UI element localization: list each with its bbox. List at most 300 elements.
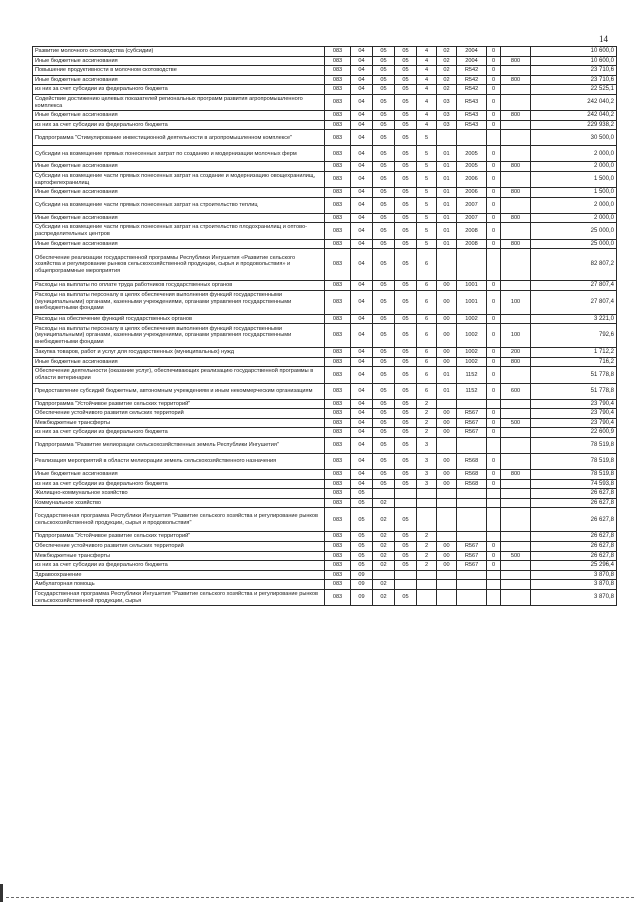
row-code-direction: 2005 xyxy=(457,162,487,172)
row-code-section: 09 xyxy=(351,589,373,605)
row-code-subsection: 02 xyxy=(373,580,395,590)
row-code-section: 04 xyxy=(351,162,373,172)
row-code-subsection: 05 xyxy=(373,249,395,281)
row-code-event: 01 xyxy=(437,367,457,383)
row-name: Иные бюджетные ассигнования xyxy=(33,188,325,198)
row-code-subsection: 05 xyxy=(373,94,395,110)
row-code-admin: 083 xyxy=(325,188,351,198)
row-name: Повышение продуктивности в молочном скотоводстве xyxy=(33,66,325,76)
row-code-subprogram: 2 xyxy=(417,532,437,542)
row-code-expense: 800 xyxy=(501,357,531,367)
row-code-expense: 800 xyxy=(501,188,531,198)
row-code-extra: 0 xyxy=(487,479,501,489)
row-code-admin: 083 xyxy=(325,508,351,532)
row-name: Межбюджетные трансферты xyxy=(33,418,325,428)
row-code-section: 05 xyxy=(351,489,373,499)
row-amount: 25 000,0 xyxy=(531,239,617,249)
row-code-event xyxy=(437,130,457,146)
table-body xyxy=(33,47,617,606)
row-code-subprogram: 6 xyxy=(417,281,437,291)
row-code-subsection: 02 xyxy=(373,532,395,542)
row-code-subprogram: 4 xyxy=(417,56,437,66)
row-name: Иные бюджетные ассигнования xyxy=(33,75,325,85)
row-code-extra: 0 xyxy=(487,383,501,399)
row-code-admin: 083 xyxy=(325,66,351,76)
row-name: из них за счет субсидии из федерального бюджета xyxy=(33,561,325,571)
row-code-admin: 083 xyxy=(325,223,351,239)
table-row xyxy=(33,281,617,291)
row-code-subsection: 05 xyxy=(373,47,395,57)
row-name: Иные бюджетные ассигнования xyxy=(33,213,325,223)
row-code-extra xyxy=(487,570,501,580)
row-code-program: 05 xyxy=(395,85,417,95)
row-code-direction: R543 xyxy=(457,111,487,121)
row-code-program: 05 xyxy=(395,197,417,213)
row-amount: 26 627,8 xyxy=(531,498,617,508)
row-code-subprogram: 4 xyxy=(417,94,437,110)
row-name: Иные бюджетные ассигнования xyxy=(33,162,325,172)
row-code-event: 00 xyxy=(437,561,457,571)
row-code-admin: 083 xyxy=(325,357,351,367)
row-name: Подпрограмма "Устойчивое развитие сельских территорий" xyxy=(33,532,325,542)
row-code-subsection: 05 xyxy=(373,120,395,130)
row-code-program: 05 xyxy=(395,281,417,291)
row-code-extra xyxy=(487,580,501,590)
row-code-subsection: 02 xyxy=(373,498,395,508)
row-code-admin: 083 xyxy=(325,213,351,223)
table-row xyxy=(33,383,617,399)
row-code-expense xyxy=(501,367,531,383)
row-code-subsection: 05 xyxy=(373,418,395,428)
row-amount: 51 778,8 xyxy=(531,383,617,399)
row-code-subsection: 05 xyxy=(373,399,395,409)
row-code-expense xyxy=(501,249,531,281)
row-code-extra: 0 xyxy=(487,290,501,314)
row-code-section: 04 xyxy=(351,418,373,428)
row-code-program: 05 xyxy=(395,508,417,532)
row-code-expense xyxy=(501,542,531,552)
row-code-extra: 0 xyxy=(487,551,501,561)
row-name: Развитие молочного скотоводства (субсидии) xyxy=(33,47,325,57)
row-code-section: 04 xyxy=(351,281,373,291)
row-code-extra: 0 xyxy=(487,281,501,291)
row-code-direction: 1002 xyxy=(457,314,487,324)
table-row xyxy=(33,418,617,428)
row-code-subprogram: 4 xyxy=(417,120,437,130)
row-code-direction: R568 xyxy=(457,479,487,489)
row-code-direction: R568 xyxy=(457,470,487,480)
row-code-section: 05 xyxy=(351,532,373,542)
table-row xyxy=(33,290,617,314)
row-code-event: 01 xyxy=(437,162,457,172)
row-code-subprogram: 6 xyxy=(417,324,437,348)
row-code-extra: 0 xyxy=(487,223,501,239)
budget-table xyxy=(32,46,617,606)
row-code-program: 05 xyxy=(395,551,417,561)
row-code-expense xyxy=(501,85,531,95)
row-code-event: 01 xyxy=(437,171,457,187)
row-code-section: 04 xyxy=(351,47,373,57)
table-row xyxy=(33,479,617,489)
row-code-program: 05 xyxy=(395,438,417,454)
row-code-admin: 083 xyxy=(325,146,351,162)
table-row xyxy=(33,561,617,571)
row-code-program: 05 xyxy=(395,111,417,121)
row-code-section: 05 xyxy=(351,561,373,571)
row-code-expense xyxy=(501,454,531,470)
row-code-subprogram: 2 xyxy=(417,428,437,438)
row-name: Обеспечение устойчивого развития сельских территорий xyxy=(33,542,325,552)
row-code-section: 09 xyxy=(351,570,373,580)
row-code-event: 02 xyxy=(437,56,457,66)
row-name: Содействие достижению целевых показателей региональных программ развития агропромышленного комплекса xyxy=(33,94,325,110)
row-code-subsection: 05 xyxy=(373,188,395,198)
row-code-direction xyxy=(457,130,487,146)
row-code-subsection: 05 xyxy=(373,171,395,187)
row-amount: 242 040,2 xyxy=(531,111,617,121)
row-code-expense: 800 xyxy=(501,213,531,223)
row-code-event: 02 xyxy=(437,85,457,95)
row-code-direction xyxy=(457,399,487,409)
row-code-direction: 2007 xyxy=(457,213,487,223)
table-row xyxy=(33,580,617,590)
row-code-event: 00 xyxy=(437,428,457,438)
row-code-event: 02 xyxy=(437,75,457,85)
table-row xyxy=(33,438,617,454)
row-code-event: 00 xyxy=(437,348,457,358)
row-code-event: 01 xyxy=(437,146,457,162)
row-amount: 3 870,8 xyxy=(531,570,617,580)
row-code-program: 05 xyxy=(395,290,417,314)
row-code-event: 01 xyxy=(437,239,457,249)
row-code-extra: 0 xyxy=(487,47,501,57)
row-code-subsection: 05 xyxy=(373,454,395,470)
row-code-direction: R567 xyxy=(457,409,487,419)
row-name: Закупка товаров, работ и услуг для государственных (муниципальных) нужд xyxy=(33,348,325,358)
row-code-section: 04 xyxy=(351,324,373,348)
row-name: Расходы на выплаты персоналу в целях обеспечения выполнения функций государственными (муниципальными) органами, казенными учреждениями, органами управления государственными внебюджетными фондами xyxy=(33,290,325,314)
row-code-direction xyxy=(457,589,487,605)
row-code-subprogram: 5 xyxy=(417,239,437,249)
row-code-program: 05 xyxy=(395,454,417,470)
row-code-direction: 2008 xyxy=(457,223,487,239)
table-row xyxy=(33,314,617,324)
row-name: Расходы на выплаты по оплате труда работников государственных органов xyxy=(33,281,325,291)
row-code-extra: 0 xyxy=(487,239,501,249)
row-code-expense xyxy=(501,281,531,291)
row-code-subprogram xyxy=(417,508,437,532)
row-code-subprogram: 5 xyxy=(417,213,437,223)
row-code-event: 02 xyxy=(437,47,457,57)
row-code-section: 05 xyxy=(351,542,373,552)
row-code-subprogram: 6 xyxy=(417,367,437,383)
row-code-event: 01 xyxy=(437,223,457,239)
row-code-event xyxy=(437,589,457,605)
row-code-admin: 083 xyxy=(325,428,351,438)
table-row xyxy=(33,111,617,121)
row-code-admin: 083 xyxy=(325,542,351,552)
row-code-subsection: 05 xyxy=(373,56,395,66)
row-code-event: 00 xyxy=(437,357,457,367)
row-code-extra: 0 xyxy=(487,162,501,172)
row-name: Расходы на обеспечение функций государственных органов xyxy=(33,314,325,324)
row-code-section: 04 xyxy=(351,75,373,85)
row-code-expense xyxy=(501,120,531,130)
row-code-subsection: 05 xyxy=(373,239,395,249)
table-row xyxy=(33,542,617,552)
row-code-direction: 2004 xyxy=(457,47,487,57)
row-code-direction: 2006 xyxy=(457,188,487,198)
table-row xyxy=(33,47,617,57)
row-code-program: 05 xyxy=(395,146,417,162)
row-name: Реализация мероприятий в области мелиорации земель сельскохозяйственного назначения xyxy=(33,454,325,470)
row-code-subprogram: 3 xyxy=(417,470,437,480)
table-row xyxy=(33,171,617,187)
row-code-expense xyxy=(501,498,531,508)
row-code-expense xyxy=(501,223,531,239)
row-code-subprogram xyxy=(417,580,437,590)
table-row xyxy=(33,428,617,438)
row-amount: 10 600,0 xyxy=(531,47,617,57)
row-code-direction: 1002 xyxy=(457,357,487,367)
row-code-subprogram xyxy=(417,498,437,508)
row-code-admin: 083 xyxy=(325,314,351,324)
row-code-direction xyxy=(457,489,487,499)
row-code-direction xyxy=(457,249,487,281)
row-code-admin: 083 xyxy=(325,111,351,121)
row-code-subsection xyxy=(373,570,395,580)
row-code-subprogram: 4 xyxy=(417,75,437,85)
row-code-subprogram: 6 xyxy=(417,357,437,367)
row-name: Обеспечение деятельности (оказание услуг), обеспечивающих реализацию государственной программы в области ветеринарии xyxy=(33,367,325,383)
row-code-expense xyxy=(501,589,531,605)
row-amount: 3 221,0 xyxy=(531,314,617,324)
row-code-direction: R543 xyxy=(457,94,487,110)
row-amount: 78 519,8 xyxy=(531,454,617,470)
row-code-event: 00 xyxy=(437,470,457,480)
row-code-section: 04 xyxy=(351,383,373,399)
row-name: из них за счет субсидии из федерального бюджета xyxy=(33,85,325,95)
row-code-admin: 083 xyxy=(325,162,351,172)
row-code-event xyxy=(437,249,457,281)
row-code-expense xyxy=(501,580,531,590)
row-code-program: 05 xyxy=(395,223,417,239)
row-amount: 3 870,8 xyxy=(531,580,617,590)
row-code-event: 00 xyxy=(437,290,457,314)
row-code-subprogram: 4 xyxy=(417,66,437,76)
row-code-direction: 1001 xyxy=(457,290,487,314)
table-row xyxy=(33,348,617,358)
row-code-section: 04 xyxy=(351,223,373,239)
row-code-admin: 083 xyxy=(325,498,351,508)
row-code-direction: R542 xyxy=(457,85,487,95)
row-code-direction xyxy=(457,438,487,454)
row-code-expense xyxy=(501,489,531,499)
row-code-event: 00 xyxy=(437,281,457,291)
row-code-admin: 083 xyxy=(325,479,351,489)
row-code-program: 05 xyxy=(395,542,417,552)
row-code-subsection: 05 xyxy=(373,324,395,348)
row-code-program xyxy=(395,570,417,580)
table-row xyxy=(33,85,617,95)
row-code-extra xyxy=(487,508,501,532)
row-amount: 3 870,8 xyxy=(531,589,617,605)
row-code-expense xyxy=(501,532,531,542)
row-name: из них за счет субсидии из федерального бюджета xyxy=(33,428,325,438)
row-code-extra: 0 xyxy=(487,197,501,213)
row-code-subsection: 05 xyxy=(373,75,395,85)
row-code-section: 04 xyxy=(351,188,373,198)
row-code-section: 04 xyxy=(351,428,373,438)
row-amount: 1 500,0 xyxy=(531,188,617,198)
row-code-direction: R567 xyxy=(457,561,487,571)
row-code-subsection: 05 xyxy=(373,357,395,367)
row-code-extra: 0 xyxy=(487,94,501,110)
row-code-extra: 0 xyxy=(487,120,501,130)
row-code-subprogram: 2 xyxy=(417,561,437,571)
row-amount: 25 296,4 xyxy=(531,561,617,571)
row-code-admin: 083 xyxy=(325,454,351,470)
row-code-admin: 083 xyxy=(325,197,351,213)
row-code-section: 04 xyxy=(351,130,373,146)
table-row xyxy=(33,551,617,561)
row-code-subprogram xyxy=(417,589,437,605)
row-code-subsection: 05 xyxy=(373,146,395,162)
row-amount: 1 712,2 xyxy=(531,348,617,358)
row-code-extra: 0 xyxy=(487,428,501,438)
row-code-extra: 0 xyxy=(487,213,501,223)
table-row xyxy=(33,120,617,130)
row-code-program: 05 xyxy=(395,171,417,187)
row-code-section: 05 xyxy=(351,498,373,508)
row-code-program: 05 xyxy=(395,130,417,146)
row-code-subsection: 02 xyxy=(373,508,395,532)
row-code-direction: 1152 xyxy=(457,383,487,399)
row-code-subprogram: 5 xyxy=(417,223,437,239)
row-code-section: 04 xyxy=(351,290,373,314)
table-row xyxy=(33,470,617,480)
row-name: Расходы на выплаты персоналу в целях обеспечения выполнения функций государственными (муниципальными) органами, казенными учреждениями, органами управления государственными внебюджетными фондами xyxy=(33,324,325,348)
row-code-subsection: 05 xyxy=(373,197,395,213)
row-amount: 26 627,8 xyxy=(531,489,617,499)
row-amount: 26 627,8 xyxy=(531,508,617,532)
table-row xyxy=(33,324,617,348)
row-code-section: 09 xyxy=(351,580,373,590)
row-code-expense: 800 xyxy=(501,111,531,121)
table-row xyxy=(33,56,617,66)
row-code-admin: 083 xyxy=(325,383,351,399)
row-code-admin: 083 xyxy=(325,418,351,428)
row-code-expense: 800 xyxy=(501,162,531,172)
row-code-direction xyxy=(457,498,487,508)
row-code-subsection: 05 xyxy=(373,409,395,419)
row-code-expense xyxy=(501,197,531,213)
row-code-subprogram: 5 xyxy=(417,197,437,213)
row-code-direction: 2007 xyxy=(457,197,487,213)
row-code-expense xyxy=(501,130,531,146)
row-code-subprogram: 3 xyxy=(417,479,437,489)
row-code-expense xyxy=(501,570,531,580)
row-amount: 2 000,0 xyxy=(531,213,617,223)
row-code-admin: 083 xyxy=(325,348,351,358)
row-code-subprogram: 5 xyxy=(417,130,437,146)
row-code-expense xyxy=(501,561,531,571)
row-name: Субсидии на возмещение части прямых понесенных затрат на строительство плодохранилищ и оптово-распределительных центров xyxy=(33,223,325,239)
row-code-section: 04 xyxy=(351,94,373,110)
row-code-program xyxy=(395,489,417,499)
row-code-section: 04 xyxy=(351,146,373,162)
table-row xyxy=(33,532,617,542)
row-amount: 78 519,8 xyxy=(531,470,617,480)
row-code-extra: 0 xyxy=(487,171,501,187)
row-code-section: 04 xyxy=(351,111,373,121)
row-code-event: 00 xyxy=(437,479,457,489)
row-code-section: 04 xyxy=(351,314,373,324)
row-code-subsection: 05 xyxy=(373,130,395,146)
row-code-extra xyxy=(487,489,501,499)
row-code-section: 04 xyxy=(351,66,373,76)
row-name: Иные бюджетные ассигнования xyxy=(33,357,325,367)
row-code-expense xyxy=(501,47,531,57)
row-amount: 23 790,4 xyxy=(531,409,617,419)
row-name: Коммунальное хозяйство xyxy=(33,498,325,508)
row-name: Обеспечение устойчивого развития сельских территорий xyxy=(33,409,325,419)
row-code-expense xyxy=(501,399,531,409)
row-code-event: 00 xyxy=(437,418,457,428)
row-code-section: 04 xyxy=(351,120,373,130)
row-code-subsection: 05 xyxy=(373,314,395,324)
row-code-subprogram: 6 xyxy=(417,348,437,358)
row-code-direction xyxy=(457,532,487,542)
row-code-subsection: 05 xyxy=(373,213,395,223)
row-code-event xyxy=(437,498,457,508)
row-code-direction: 2004 xyxy=(457,56,487,66)
row-name: из них за счет субсидии из федерального бюджета xyxy=(33,120,325,130)
table-row xyxy=(33,146,617,162)
row-code-extra: 0 xyxy=(487,418,501,428)
row-code-event: 02 xyxy=(437,66,457,76)
row-amount: 716,2 xyxy=(531,357,617,367)
row-name: Подпрограмма "Стимулирование инвестиционной деятельности в агропромышленном комплексе" xyxy=(33,130,325,146)
row-code-admin: 083 xyxy=(325,409,351,419)
row-code-extra: 0 xyxy=(487,409,501,419)
row-code-program: 05 xyxy=(395,348,417,358)
row-code-program: 05 xyxy=(395,479,417,489)
row-amount: 82 807,2 xyxy=(531,249,617,281)
table-row xyxy=(33,399,617,409)
row-code-admin: 083 xyxy=(325,532,351,542)
row-amount: 2 000,0 xyxy=(531,162,617,172)
row-code-expense xyxy=(501,94,531,110)
row-code-subprogram: 6 xyxy=(417,290,437,314)
table-row xyxy=(33,130,617,146)
row-code-subprogram: 2 xyxy=(417,418,437,428)
row-code-expense xyxy=(501,428,531,438)
row-code-event: 00 xyxy=(437,314,457,324)
row-code-subprogram: 3 xyxy=(417,438,437,454)
row-code-direction: 1002 xyxy=(457,348,487,358)
row-code-direction xyxy=(457,580,487,590)
row-code-event: 01 xyxy=(437,383,457,399)
row-code-event: 01 xyxy=(437,188,457,198)
row-code-direction: R542 xyxy=(457,66,487,76)
table-row xyxy=(33,367,617,383)
row-code-subprogram: 6 xyxy=(417,314,437,324)
row-code-admin: 083 xyxy=(325,561,351,571)
row-code-extra: 0 xyxy=(487,314,501,324)
row-code-subprogram: 5 xyxy=(417,146,437,162)
row-amount: 242 040,2 xyxy=(531,94,617,110)
